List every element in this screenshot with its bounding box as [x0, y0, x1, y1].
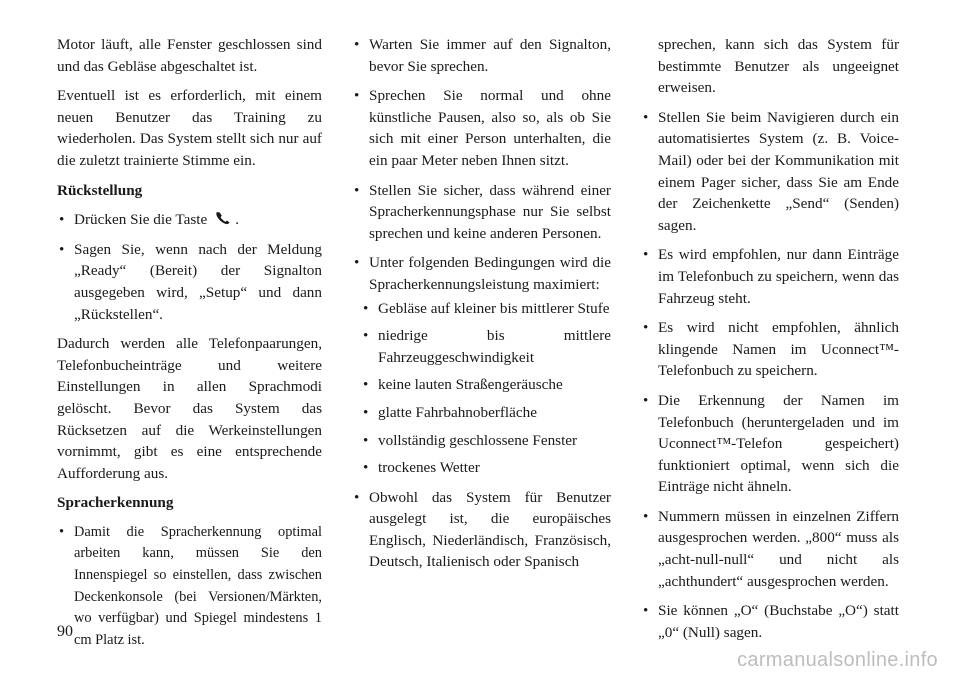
bullet-list [641, 107, 899, 644]
list-item: • Unter folgenden Bedingungen wird die Spracherkennungsleistung maximiert: • Gebläse auf kleiner bis mittlerer Stufe • niedrige bis mittlere Fahrzeuggeschwindigkeit • keine lauten Straßengeräusche • glatte Fahrbahnoberfläche • vollständig geschlossene Fenster • trockenes Wetter [352, 252, 611, 478]
list-item: • Stellen Sie sicher, dass während einer Spracherkennungsphase nur Sie selbst sprechen und keine anderen Personen. [352, 180, 611, 245]
paragraph-continued: sprechen, kann sich das System für bestimmte Benutzer als ungeeignet erweisen. [658, 36, 899, 97]
list-item: • Sagen Sie, wenn nach der Meldung „Ready“ (Bereit) der Signalton ausgegeben wird, „Setup“ und dann „Rückstellen“. [57, 239, 322, 325]
watermark: carmanualsonline.info [737, 649, 938, 671]
column-middle [352, 34, 611, 581]
column-left [57, 34, 322, 659]
paragraph: Dadurch werden alle Telefonpaarungen, Telefonbucheinträge und weitere Einstellungen in allen Sprachmodi gelöscht. Bevor das System das Rücksetzen auf die Werkeinstellungen vornimmt, gibt es eine entsprechende Aufforderung aus. [57, 335, 322, 482]
bullet-list [57, 209, 322, 325]
list-item: • Die Erkennung der Namen im Telefonbuch (heruntergeladen und im Uconnect™-Telefon gespeichert) funktioniert optimal, wenn sich die Einträge nicht ähneln. [641, 390, 899, 498]
page-number: 90 [57, 623, 73, 640]
section-heading-speech: Spracherkennung [57, 494, 174, 512]
list-item-text: Drücken Sie die Taste [74, 211, 208, 229]
list-item: • Sie können „O“ (Buchstabe „O“) statt „0“ (Null) sagen. [641, 600, 899, 643]
sub-list-item: • trockenes Wetter [361, 457, 611, 479]
list-item: • Es wird nicht empfohlen, ähnlich klingende Namen im Uconnect™-Telefonbuch zu speichern. [641, 317, 899, 382]
sub-list-item: • niedrige bis mittlere Fahrzeuggeschwindigkeit [361, 325, 611, 368]
list-item: • Obwohl das System für Benutzer ausgelegt ist, die europäisches Englisch, Niederländisch, Französisch, Deutsch, Italienisch oder Spanisch [352, 487, 611, 573]
list-item [57, 209, 322, 231]
column-right [641, 34, 899, 651]
list-item: • Stellen Sie beim Navigieren durch ein automatisiertes System (z. B. Voice-Mail) oder bei der Kommunikation mit einem Pager sicher, dass Sie am Ende der Zeichenkette „Send“ (Senden) sagen. [641, 107, 899, 237]
bullet-list [57, 522, 322, 652]
list-item: • Sprechen Sie normal und ohne künstliche Pausen, also so, als ob Sie sich mit einer Person unterhalten, die ein paar Meter neben Ihnen sitzt. [352, 85, 611, 171]
section-heading-reset: Rückstellung [57, 181, 143, 199]
list-item: • Damit die Spracherkennung optimal arbeiten kann, müssen Sie den Innenspiegel so einstellen, dass zwischen Deckenkonsole (bei Versionen/Märkten, wo verfügbar) und Spiegel mindestens 1 cm Platz ist. [57, 522, 322, 652]
sub-list-item: • vollständig geschlossene Fenster [361, 430, 611, 452]
bullet-list [352, 34, 611, 573]
list-item-text: . [235, 211, 239, 229]
sub-list-item: • glatte Fahrbahnoberfläche [361, 402, 611, 424]
paragraph: Eventuell ist es erforderlich, mit einem neuen Benutzer das Training zu wiederholen. Das System stellt sich nur auf die zuletzt trainierte Stimme ein. [57, 87, 322, 169]
paragraph: Motor läuft, alle Fenster geschlossen sind und das Gebläse abgeschaltet ist. [57, 36, 322, 75]
sub-list-item: • keine lauten Straßengeräusche [361, 374, 611, 396]
list-item: • Nummern müssen in einzelnen Ziffern ausgesprochen werden. „800“ muss als „acht-null-null“ und nicht als „achthundert“ ausgesprochen werden. [641, 506, 899, 592]
list-item: • Es wird empfohlen, nur dann Einträge im Telefonbuch zu speichern, wenn das Fahrzeug steht. [641, 244, 899, 309]
list-item: • Warten Sie immer auf den Signalton, bevor Sie sprechen. [352, 34, 611, 77]
sub-bullet-list [361, 298, 611, 479]
sub-list-item: • Gebläse auf kleiner bis mittlerer Stufe [361, 298, 611, 320]
phone-icon [215, 210, 231, 224]
